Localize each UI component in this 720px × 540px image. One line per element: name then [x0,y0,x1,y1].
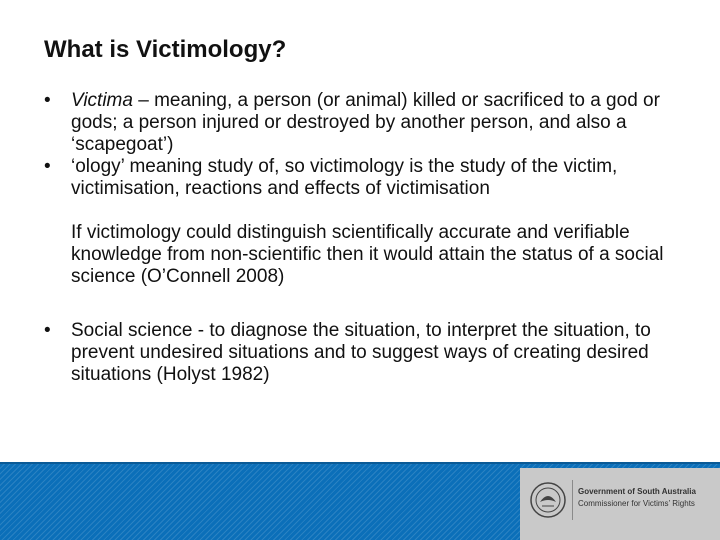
bullet-victima-text: – meaning, a person (or animal) killed or sacrificed to a god or gods; a person injured or destroyed by another person, and also a ‘scapegoat’) [71,90,660,155]
bullet-social-science-text: Social science - to diagnose the situation, to interpret the situation, to prevent undesired situations and to suggest ways of creating desired situations (Holyst 1982) [71,320,651,385]
logo-line-government: Government of South Australia [578,487,696,496]
slide-title: What is Victimology? [44,36,287,63]
bullet-victima [44,90,694,156]
bullet-ology-text: ‘ology’ meaning study of, so victimology is the study of the victim, victimisation, reactions and effects of victimisation [71,156,618,199]
social-science-paragraph: If victimology could distinguish scientifically accurate and verifiable knowledge from non-scientific then it would attain the status of a social science (O’Connell 2008) [71,222,664,287]
bullet-social-science [44,320,694,386]
bullet-ology [44,156,694,200]
bullet-marker: • [44,156,51,177]
logo-line-commissioner: Commissioner for Victims’ Rights [578,499,695,508]
term-victima: Victima [71,90,133,111]
logo-divider [572,480,573,520]
slide-content [44,90,694,386]
state-crest-icon [528,480,568,520]
logo-text [578,486,696,510]
bullet-marker: • [44,90,51,111]
bullet-marker: • [44,320,51,341]
footer-divider [0,462,720,464]
